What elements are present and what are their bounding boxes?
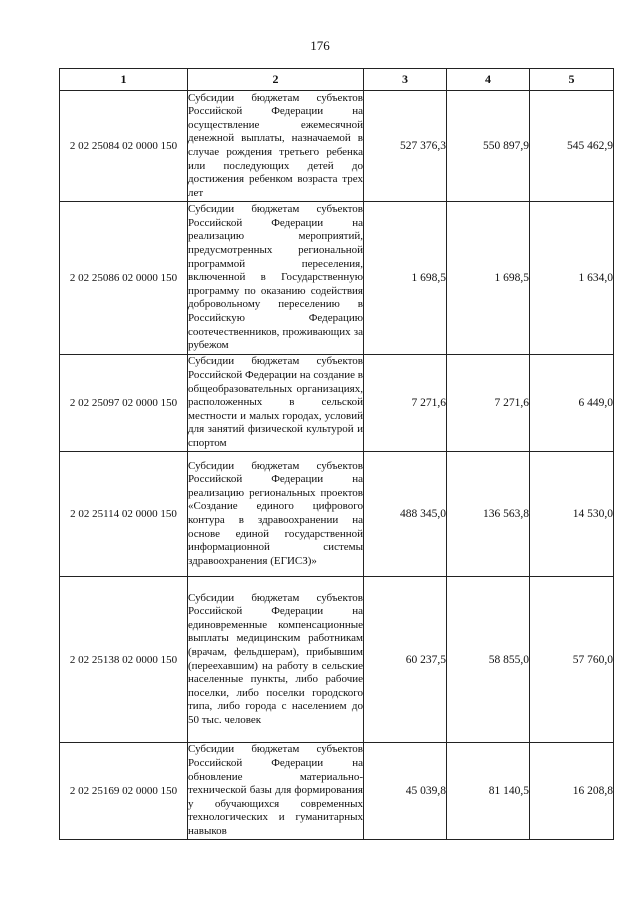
table-row bbox=[60, 743, 614, 840]
row-value-col4: 81 140,5 bbox=[447, 743, 530, 840]
row-description: Субсидии бюджетам субъектов Российской Федерации на обновление материально-технической базы для формирования у обучающихся современных технологических и гуманитарных навыков bbox=[188, 743, 364, 840]
table-row bbox=[60, 577, 614, 743]
table-row bbox=[60, 202, 614, 355]
table-row bbox=[60, 91, 614, 202]
header-row bbox=[60, 69, 614, 91]
row-value-col4: 1 698,5 bbox=[447, 202, 530, 355]
row-value-col5: 6 449,0 bbox=[530, 355, 614, 452]
header-col-4: 4 bbox=[447, 69, 530, 91]
row-description: Субсидии бюджетам субъектов Российской Федерации на осуществление ежемесячной денежной выплаты, назначаемой в случае рождения третьего ребенка или последующих детей до достижения ребенком возраста трех лет bbox=[188, 91, 364, 202]
table-row bbox=[60, 355, 614, 452]
row-code: 2 02 25138 02 0000 150 bbox=[60, 577, 188, 743]
row-code: 2 02 25086 02 0000 150 bbox=[60, 202, 188, 355]
row-value-col3: 1 698,5 bbox=[364, 202, 447, 355]
row-code: 2 02 25169 02 0000 150 bbox=[60, 743, 188, 840]
row-value-col4: 7 271,6 bbox=[447, 355, 530, 452]
row-value-col5: 57 760,0 bbox=[530, 577, 614, 743]
row-code: 2 02 25097 02 0000 150 bbox=[60, 355, 188, 452]
header-col-2: 2 bbox=[188, 69, 364, 91]
row-value-col5: 545 462,9 bbox=[530, 91, 614, 202]
row-description: Субсидии бюджетам субъектов Российской Федерации на создание в общеобразовательных организациях, расположенных в сельской местности и малых городах, условий для занятий физической культурой и спортом bbox=[188, 355, 364, 452]
table-row bbox=[60, 452, 614, 577]
page-number: 176 bbox=[310, 38, 330, 53]
row-value-col5: 1 634,0 bbox=[530, 202, 614, 355]
row-description: Субсидии бюджетам субъектов Российской Федерации на единовременные компенсационные выплаты медицинским работникам (врачам, фельдшерам), прибывшим (переехавшим) на работу в сельские населенные пункты, либо рабочие поселки, либо поселки городского типа, либо города с населением до 50 тыс. человек bbox=[188, 577, 364, 743]
budget-table bbox=[59, 68, 614, 840]
row-value-col3: 45 039,8 bbox=[364, 743, 447, 840]
row-code: 2 02 25114 02 0000 150 bbox=[60, 452, 188, 577]
row-value-col5: 14 530,0 bbox=[530, 452, 614, 577]
row-value-col3: 488 345,0 bbox=[364, 452, 447, 577]
row-value-col3: 60 237,5 bbox=[364, 577, 447, 743]
row-value-col3: 7 271,6 bbox=[364, 355, 447, 452]
header-col-5: 5 bbox=[530, 69, 614, 91]
row-value-col4: 550 897,9 bbox=[447, 91, 530, 202]
row-value-col4: 136 563,8 bbox=[447, 452, 530, 577]
row-description: Субсидии бюджетам субъектов Российской Федерации на реализацию мероприятий, предусмотренных региональной программой переселения, включенной в Государственную программу по оказанию содействия добровольному переселению в Российскую Федерацию соотечественников, проживающих за рубежом bbox=[188, 202, 364, 355]
row-description: Субсидии бюджетам субъектов Российской Федерации на реализацию региональных проектов «Создание единого цифрового контура в здравоохранении на основе единой государственной информационной системы здравоохранения (ЕГИСЗ)» bbox=[188, 452, 364, 577]
header-col-1: 1 bbox=[60, 69, 188, 91]
header-col-3: 3 bbox=[364, 69, 447, 91]
row-code: 2 02 25084 02 0000 150 bbox=[60, 91, 188, 202]
row-value-col5: 16 208,8 bbox=[530, 743, 614, 840]
row-value-col3: 527 376,3 bbox=[364, 91, 447, 202]
row-value-col4: 58 855,0 bbox=[447, 577, 530, 743]
